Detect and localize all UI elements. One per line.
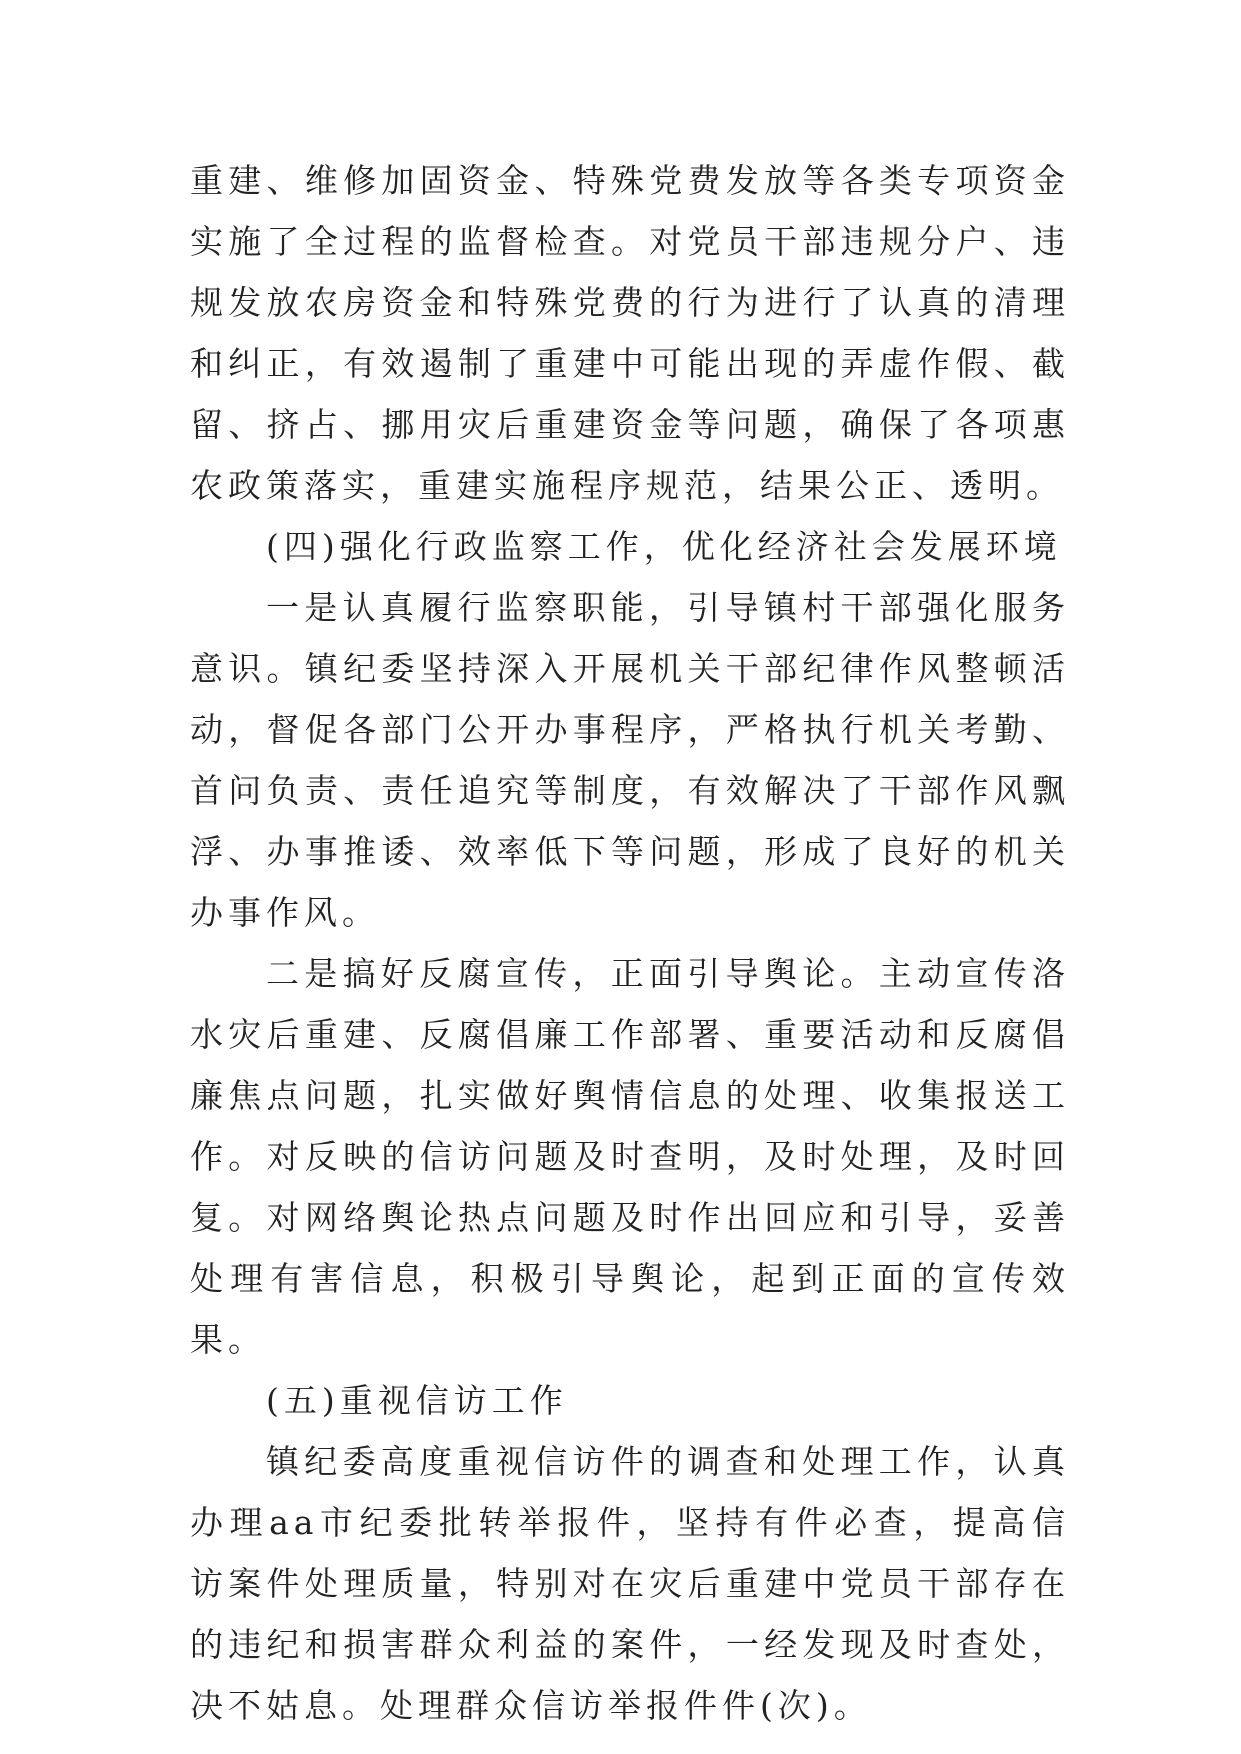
paragraph-anti-corruption-publicity: 二是搞好反腐宣传，正面引导舆论。主动宣传洛水灾后重建、反腐倡廉工作部署、重要活动和反腐倡廉焦点问题，扎实做好舆情信息的处理、收集报送工作。对反映的信访问题及时查明，及时处理，及时回复。对网络舆论热点问题及时作出回应和引导，妥善处理有害信息，积极引导舆论，起到正面的宣传效果。	[190, 954, 1070, 1359]
section-heading-petition-work: (五)重视信访工作	[266, 1381, 568, 1420]
paragraph-petition-handling: 镇纪委高度重视信访件的调查和处理工作，认真办理aa市纪委批转举报件，坚持有件必查，提高信访案件处理质量，特别对在灾后重建中党员干部存在的违纪和损害群众利益的案件，一经发现及时查处，决不姑息。处理群众信访举报件件(次)。	[190, 1442, 1070, 1725]
document-body	[190, 150, 1070, 1736]
paragraph-supervision-duties: 一是认真履行监察职能，引导镇村干部强化服务意识。镇纪委坚持深入开展机关干部纪律作风整顿活动，督促各部门公开办事程序，严格执行机关考勤、首问负责、责任追究等制度，有效解决了干部作风飘浮、办事推诿、效率低下等问题，形成了良好的机关办事作风。	[190, 588, 1070, 932]
section-heading-administrative-supervision: (四)强化行政监察工作，优化经济社会发展环境	[266, 527, 1062, 566]
paragraph-funds-supervision: 重建、维修加固资金、特殊党费发放等各类专项资金实施了全过程的监督检查。对党员干部违规分户、违规发放农房资金和特殊党费的行为进行了认真的清理和纠正，有效遏制了重建中可能出现的弄虚作假、截留、挤占、挪用灾后重建资金等问题，确保了各项惠农政策落实，重建实施程序规范，结果公正、透明。	[190, 161, 1070, 505]
